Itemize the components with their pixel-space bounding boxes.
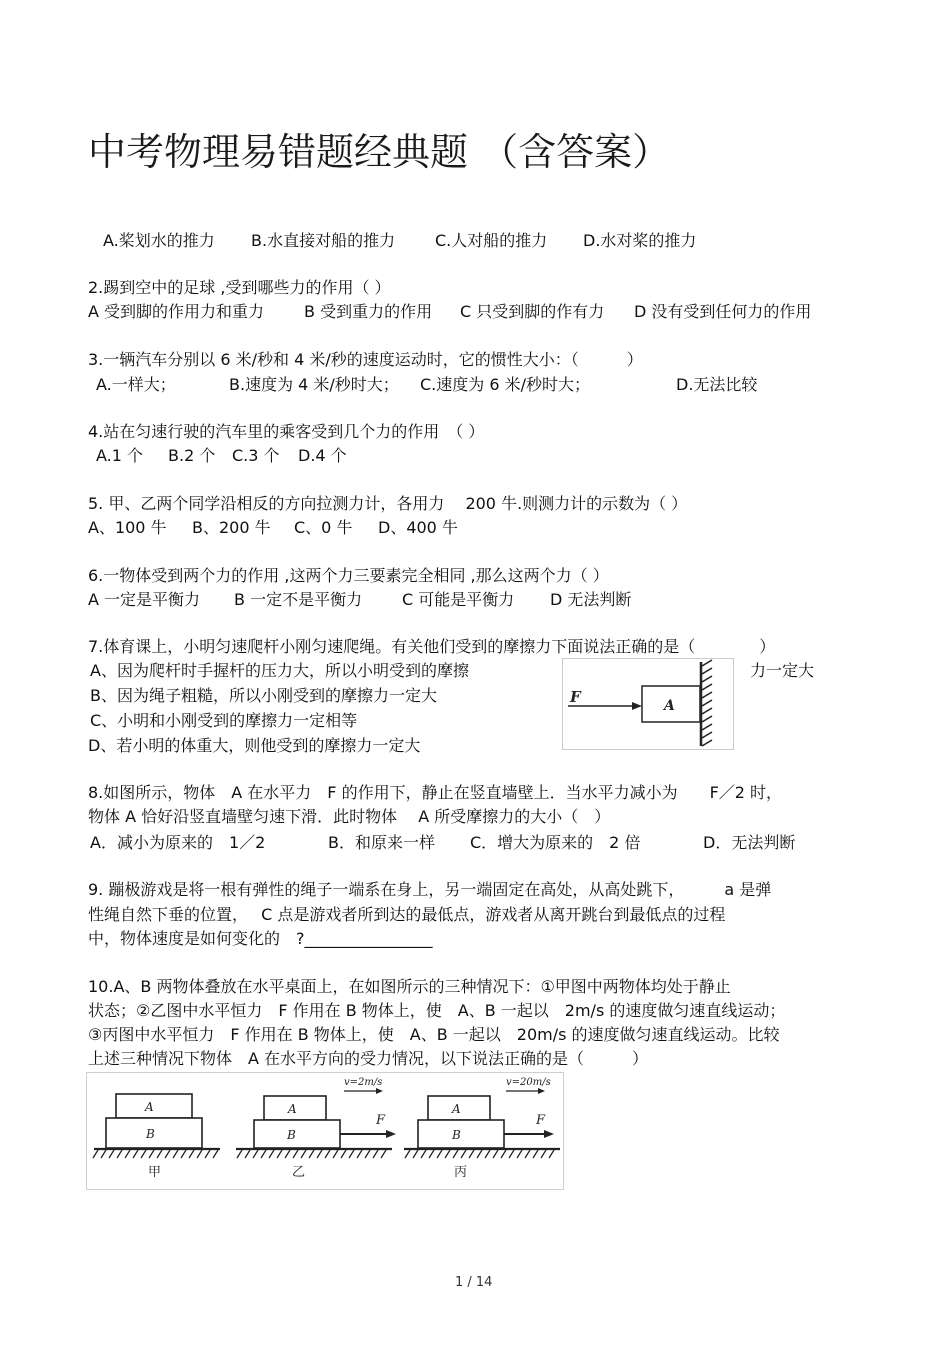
force-label: F bbox=[536, 1113, 546, 1128]
q3-option-c: C.速度为 6 米/秒时大； bbox=[420, 375, 591, 394]
q4-stem: 4.站在匀速行驶的汽车里的乘客受到几个力的作用 （ ） bbox=[88, 422, 485, 441]
q8-line-1: 8.如图所示，物体 A 在水平力 F 的作用下，静止在竖直墙壁上．当水平力减小为 F／2 时， bbox=[88, 783, 783, 802]
q2-option-a: A 受到脚的作用力和重力 bbox=[88, 302, 265, 321]
panel-label-yi: 乙 bbox=[292, 1165, 306, 1180]
q7-option-d: D、若小明的体重大，则他受到的摩擦力一定大 bbox=[88, 736, 421, 755]
q3-option-b: B.速度为 4 米/秒时大； bbox=[229, 375, 399, 394]
force-label: F bbox=[376, 1113, 386, 1128]
q6-option-c: C 可能是平衡力 bbox=[402, 590, 515, 609]
q2-stem: 2.踢到空中的足球 ,受到哪些力的作用（ ） bbox=[88, 278, 391, 297]
block-b-label: B bbox=[146, 1127, 155, 1141]
q9-line-2: 性绳自然下垂的位置， C 点是游戏者所到达的最低点，游戏者从离开跳台到最低点的过程 bbox=[88, 905, 726, 924]
q1-option-b: B.水直接对船的推力 bbox=[251, 231, 396, 250]
q5-option-a: A、100 牛 bbox=[88, 518, 167, 537]
q6-option-a: A 一定是平衡力 bbox=[88, 590, 201, 609]
wall-block-figure bbox=[562, 658, 734, 750]
q1-option-d: D.水对桨的推力 bbox=[583, 231, 697, 250]
stacked-blocks-figure bbox=[86, 1072, 564, 1190]
q8-option-c: C．增大为原来的 2 倍 bbox=[470, 833, 641, 852]
block-a-label: A bbox=[452, 1102, 461, 1116]
q1-option-a: A.桨划水的推力 bbox=[103, 231, 215, 250]
q4-option-a: A.1 个 bbox=[96, 446, 144, 465]
q8-option-a: A．减小为原来的 1／2 bbox=[90, 833, 266, 852]
q5-stem: 5. 甲、乙两个同学沿相反的方向拉测力计，各用力 200 牛.则测力计的示数为（ ） bbox=[88, 494, 688, 513]
q6-option-b: B 一定不是平衡力 bbox=[234, 590, 363, 609]
block-b bbox=[418, 1120, 504, 1148]
block-b-label: B bbox=[287, 1128, 296, 1142]
q4-option-c: C.3 个 bbox=[232, 446, 280, 465]
q7-stem: 7.体育课上，小明匀速爬杆小刚匀速爬绳。有关他们受到的摩擦力下面说法正确的是（ ） bbox=[88, 637, 776, 656]
speed-label-bing: v=20m/s bbox=[506, 1077, 551, 1088]
q10-line-4: 上述三种情况下物体 A 在水平方向的受力情况，以下说法正确的是（ ） bbox=[88, 1049, 649, 1068]
q8-option-b: B．和原来一样 bbox=[328, 833, 435, 852]
block-b-label: B bbox=[452, 1128, 461, 1142]
q7-option-a: A、因为爬杆时手握杆的压力大，所以小明受到的摩擦 bbox=[90, 661, 469, 680]
q7-option-b: B、因为绳子粗糙，所以小刚受到的摩擦力一定大 bbox=[90, 686, 437, 705]
q3-option-a: A.一样大； bbox=[96, 375, 176, 394]
page-number: 1 / 14 bbox=[455, 1275, 493, 1290]
q4-option-d: D.4 个 bbox=[298, 446, 347, 465]
q2-option-c: C 只受到脚的作有力 bbox=[460, 302, 605, 321]
q5-option-d: D、400 牛 bbox=[378, 518, 458, 537]
q5-option-b: B、200 牛 bbox=[192, 518, 271, 537]
q9-line-3: 中，物体速度是如何变化的 ?________________ bbox=[88, 929, 433, 948]
block-a-label: A bbox=[145, 1100, 154, 1114]
q9-line-1: 9. 蹦极游戏是将一根有弹性的绳子一端系在身上，另一端固定在高处，从高处跳下， a 是弹 bbox=[88, 880, 772, 899]
block-b bbox=[254, 1120, 340, 1148]
block-a-label: A bbox=[288, 1102, 297, 1116]
q10-line-3: ③丙图中水平恒力 F 作用在 B 物体上，使 A、B 一起以 20m/s 的速度做匀速直线运动。比较 bbox=[88, 1025, 780, 1044]
q5-option-c: C、0 牛 bbox=[294, 518, 353, 537]
speed-label-yi: v=2m/s bbox=[344, 1077, 383, 1088]
q8-line-2: 物体 A 恰好沿竖直墙壁匀速下滑．此时物体 A 所受摩擦力的大小（ ） bbox=[88, 807, 611, 826]
q6-stem: 6.一物体受到两个力的作用 ,这两个力三要素完全相同 ,那么这两个力（ ） bbox=[88, 566, 609, 585]
q3-stem: 3.一辆汽车分别以 6 米/秒和 4 米/秒的速度运动时，它的惯性大小：（ ） bbox=[88, 350, 643, 369]
q2-option-d: D 没有受到任何力的作用 bbox=[634, 302, 812, 321]
force-label: F bbox=[570, 688, 581, 706]
page-title: 中考物理易错题经典题 （含答案） bbox=[88, 130, 671, 174]
q4-option-b: B.2 个 bbox=[168, 446, 216, 465]
panel-label-jia: 甲 bbox=[148, 1165, 162, 1180]
q3-option-d: D.无法比较 bbox=[676, 375, 758, 394]
q6-option-d: D 无法判断 bbox=[550, 590, 632, 609]
q2-option-b: B 受到重力的作用 bbox=[304, 302, 433, 321]
q10-line-2: 状态；②乙图中水平恒力 F 作用在 B 物体上，使 A、B 一起以 2m/s 的速度做匀速直线运动； bbox=[88, 1001, 786, 1020]
panel-label-bing: 丙 bbox=[454, 1165, 468, 1180]
q8-option-d: D．无法判断 bbox=[703, 833, 796, 852]
block-a bbox=[116, 1094, 192, 1118]
q7-option-a-tail: 力一定大 bbox=[750, 661, 815, 680]
q7-option-c: C、小明和小刚受到的摩擦力一定相等 bbox=[90, 711, 358, 730]
block-a-label: A bbox=[664, 698, 675, 714]
q10-line-1: 10.A、B 两物体叠放在水平桌面上，在如图所示的三种情况下：①甲图中两物体均处于静止 bbox=[88, 977, 731, 996]
q1-option-c: C.人对船的推力 bbox=[435, 231, 548, 250]
